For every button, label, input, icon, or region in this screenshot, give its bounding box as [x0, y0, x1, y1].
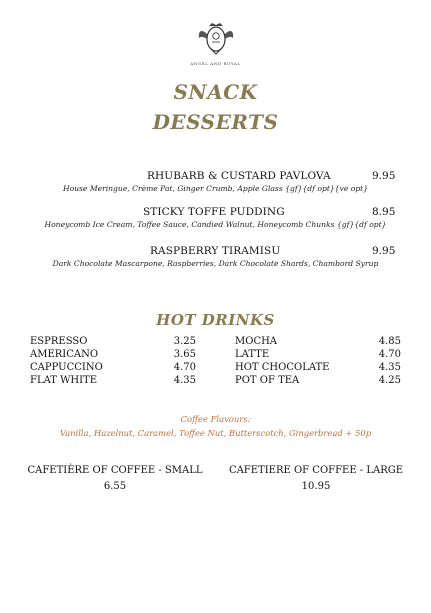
dessert-description: Dark Chocolate Mascarpone, Raspberries, Dark Chocolate Shards, Chambord Syrup	[52, 259, 379, 268]
heading-hot-drinks: HOT DRINKS	[156, 311, 275, 329]
drink-price: 3.65	[173, 349, 196, 360]
brand-name: ANGEL AND ROYAL	[190, 61, 241, 66]
angel-and-royal-crest-icon	[196, 22, 236, 56]
cafetiere-large-price: 10.95	[301, 481, 331, 492]
dessert-name: RASPBERRY TIRAMISU	[150, 245, 281, 257]
coffee-flavours-list: Vanilla, Hazelnut, Caramel, Toffee Nut, Butterscotch, Gingerbread + 50p	[59, 428, 372, 438]
cafetiere-large-name: CAFETIERE OF COFFEE - LARGE	[228, 465, 404, 476]
heading-desserts: DESSERTS	[152, 110, 279, 134]
drink-name: MOCHA	[235, 336, 278, 347]
drink-price: 4.35	[173, 375, 196, 386]
dessert-price: 9.95	[372, 245, 396, 257]
dessert-description: Honeycomb Ice Cream, Toffee Sauce, Candied Walnut, Honeycomb Chunks {gf}{df opt}	[44, 220, 387, 229]
dessert-description: House Meringue, Crème Pat, Ginger Crumb, Apple Glass {gf}{df opt}{ve opt}	[62, 184, 369, 193]
drink-price: 4.35	[378, 362, 401, 373]
drink-name: LATTE	[235, 349, 270, 360]
drink-price: 4.25	[378, 375, 401, 386]
drink-price: 3.25	[173, 336, 196, 347]
drink-name: CAPPUCCINO	[30, 362, 103, 373]
drink-name: HOT CHOCOLATE	[235, 362, 330, 373]
drink-name: AMERICANO	[30, 349, 99, 360]
dessert-name: RHUBARB & CUSTARD PAVLOVA	[147, 170, 331, 182]
heading-snack: SNACK	[173, 80, 258, 104]
drink-name: FLAT WHITE	[30, 375, 98, 386]
dessert-name: STICKY TOFFE PUDDING	[143, 206, 285, 218]
dessert-price: 8.95	[372, 206, 396, 218]
drink-price: 4.70	[378, 349, 401, 360]
drink-name: POT OF TEA	[235, 375, 300, 386]
drink-name: ESPRESSO	[30, 336, 88, 347]
dessert-price: 9.95	[372, 170, 396, 182]
drink-price: 4.85	[378, 336, 401, 347]
coffee-flavours-title: Coffee Flavours:	[180, 414, 251, 424]
cafetiere-small-price: 6.55	[103, 481, 127, 492]
drink-price: 4.70	[173, 362, 196, 373]
cafetiere-small-name: CAFETIÈRE OF COFFEE - SMALL	[27, 465, 203, 476]
